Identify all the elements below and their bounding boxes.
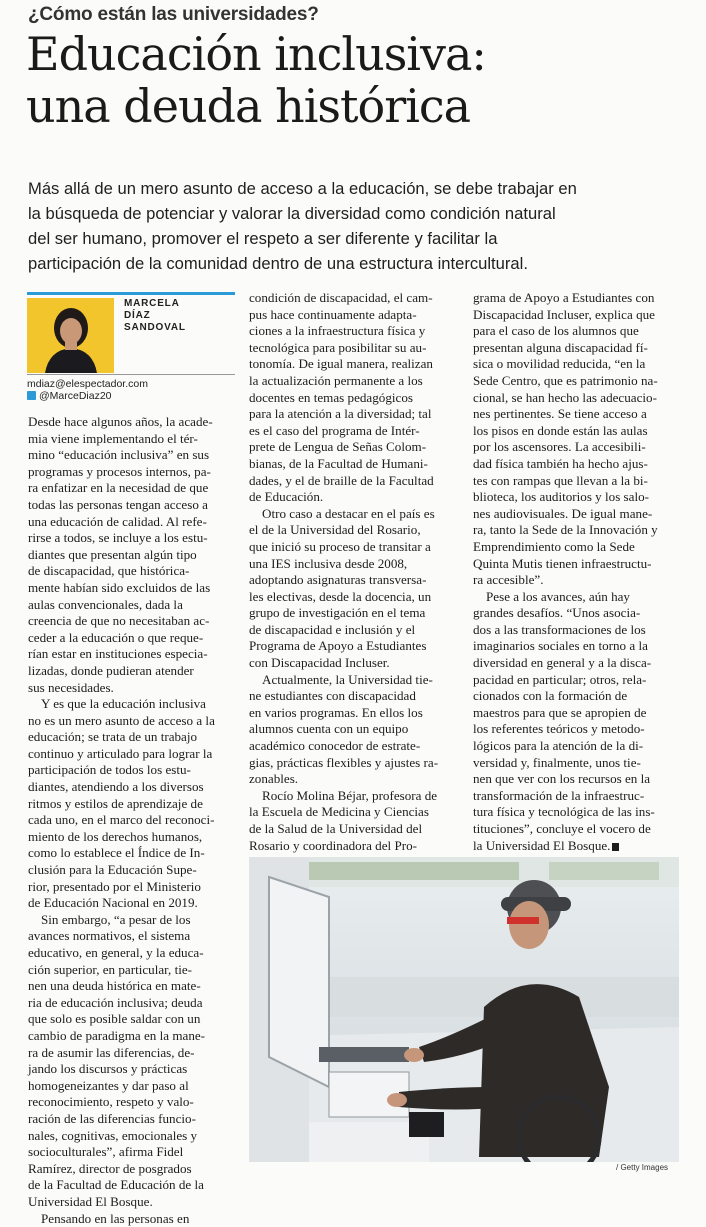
article-line: el de la Universidad del Rosario, <box>249 522 455 539</box>
author-twitter-handle[interactable]: @MarceDiaz20 <box>39 390 112 402</box>
article-line: presentan alguna discapacidad fí- <box>473 340 683 357</box>
article-line: de Educación. <box>249 489 455 506</box>
article-line: versidad y, finalmente, unos tie- <box>473 755 683 772</box>
article-line: cada uno, en el marco del reconoci- <box>28 812 234 829</box>
article-line: nen que ver con los recursos en la <box>473 771 683 788</box>
article-line: clusión para la Educación Supe- <box>28 862 234 879</box>
article-line: Rosario y coordinadora del Pro- <box>249 838 455 855</box>
article-line: que inició su proceso de transitar a <box>249 539 455 556</box>
article-line: de Educación Nacional en 2019. <box>28 895 234 912</box>
article-line: Actualmente, la Universidad tie- <box>249 672 455 689</box>
article-line: pacidad en particular; otros, rela- <box>473 672 683 689</box>
article-line: la Escuela de Medicina y Ciencias <box>249 804 455 821</box>
photo-credit: / Getty Images <box>616 1163 668 1172</box>
student-wheelchair-computer-photo-icon <box>249 857 679 1162</box>
article-line: participación de todos los estu- <box>28 762 234 779</box>
article-line: de la Salud de la Universidad del <box>249 821 455 838</box>
article-line: por los ascensores. La accesibili- <box>473 439 683 456</box>
article-line: académico conocedor de estrate- <box>249 738 455 755</box>
twitter-icon <box>27 391 36 400</box>
article-line: tonomía. De igual manera, realizan <box>249 356 455 373</box>
author-contact <box>27 378 148 402</box>
article-line: ra, tanto la Sede de la Innovación y <box>473 522 683 539</box>
article-line: rior, presentado por el Ministerio <box>28 879 234 896</box>
article-line: socioculturales”, afirma Fidel <box>28 1144 234 1161</box>
author-twitter[interactable] <box>27 390 148 402</box>
article-line: blioteca, los auditorios y los salo- <box>473 489 683 506</box>
headline-line: una deuda histórica <box>26 80 696 132</box>
article-line: condición de discapacidad, el cam- <box>249 290 455 307</box>
article-column-2 <box>249 290 455 854</box>
article-line: ción superior, en particular, tie- <box>28 962 234 979</box>
article-line: bianas, de la Facultad de Humani- <box>249 456 455 473</box>
article-line: tecnológica para posibilitar su au- <box>249 340 455 357</box>
article-line: gias, prácticas flexibles y ajustes ra- <box>249 755 455 772</box>
article-line: dos a las transformaciones de los <box>473 622 683 639</box>
article-line: los pisos en donde están las aulas <box>473 423 683 440</box>
author-rule <box>27 292 235 295</box>
author-name <box>124 298 186 334</box>
article-line: cional, se han hecho las adecuacio- <box>473 390 683 407</box>
article-line: zonables. <box>249 771 455 788</box>
article-line: Universidad El Bosque. <box>28 1194 234 1211</box>
article-line: Programa de Apoyo a Estudiantes <box>249 638 455 655</box>
article-line: los referentes teóricos y metodo- <box>473 721 683 738</box>
article-line: de la Facultad de Educación de la <box>28 1177 234 1194</box>
article-line: Emprendimiento como la Sede <box>473 539 683 556</box>
article-line: Y es que la educación inclusiva <box>28 696 234 713</box>
article-line: diantes que presentan algún tipo <box>28 547 234 564</box>
article-line: maestros para que se apropien de <box>473 705 683 722</box>
article-line: Quinta Mutis tienen infraestructu- <box>473 556 683 573</box>
article-line: jando los discursos y prácticas <box>28 1061 234 1078</box>
author-portrait-icon <box>27 298 114 373</box>
article-line: grandes desafíos. “Unos asocia- <box>473 605 683 622</box>
article-line: una educación de calidad. Al refe- <box>28 514 234 531</box>
headline <box>26 28 696 132</box>
article-line: creencia de que no necesitaban ac- <box>28 613 234 630</box>
article-line: les electivas, desde la docencia, un <box>249 589 455 606</box>
article-line: Desde hace algunos años, la acade- <box>28 414 234 431</box>
article-line: para el caso de los alumnos que <box>473 323 683 340</box>
article-line: la actualización permanente a los <box>249 373 455 390</box>
author-name-line: SANDOVAL <box>124 322 186 334</box>
article-line: continuo y articulado para lograr la <box>28 746 234 763</box>
article-column-1 <box>28 414 234 1227</box>
article-line: dades, y el de braille de la Facultad <box>249 473 455 490</box>
article-line: docentes en temas pedagógicos <box>249 390 455 407</box>
article-line: educación; se trata de un trabajo <box>28 729 234 746</box>
lede-line: del ser humano, promover el respeto a ser diferente y facilitar la <box>28 226 688 251</box>
article-line: ciones a la infraestructura física y <box>249 323 455 340</box>
article-line: ria de educación inclusiva; deuda <box>28 995 234 1012</box>
article-line: ne estudiantes con discapacidad <box>249 688 455 705</box>
author-divider <box>27 374 235 375</box>
article-line: Otro caso a destacar en el país es <box>249 506 455 523</box>
article-line: como lo establece el Índice de In- <box>28 845 234 862</box>
article-line: aulas convencionales, dada la <box>28 597 234 614</box>
article-line: lizadas, donde pudieran atender <box>28 663 234 680</box>
article-line: nen una deuda histórica en mate- <box>28 978 234 995</box>
article-line: es el caso del programa de Intér- <box>249 423 455 440</box>
article-line: mino “educación inclusiva” en sus <box>28 447 234 464</box>
article-line: ceder a la educación o que reque- <box>28 630 234 647</box>
article-line: ración de las diferencias funcio- <box>28 1111 234 1128</box>
article-line: reconocimiento, respeto y valo- <box>28 1094 234 1111</box>
lede-line: participación de la comunidad dentro de una estructura intercultural. <box>28 251 688 276</box>
article-line: grupo de investigación en el tema <box>249 605 455 622</box>
article-line: cambio de paradigma en la mane- <box>28 1028 234 1045</box>
headline-line: Educación inclusiva: <box>26 28 696 80</box>
article-line: rían estar en instituciones especia- <box>28 646 234 663</box>
lede-line: la búsqueda de potenciar y valorar la diversidad como condición natural <box>28 201 688 226</box>
author-name-line: MARCELA <box>124 298 186 310</box>
article-line: adoptando asignaturas transversa- <box>249 572 455 589</box>
article-line: para la atención a la diversidad; tal <box>249 406 455 423</box>
article-line: ra de asumir las diferencias, de- <box>28 1045 234 1062</box>
author-email[interactable]: mdiaz@elespectador.com <box>27 378 148 390</box>
section-kicker: ¿Cómo están las universidades? <box>28 4 319 26</box>
article-line: rirse a todos, se incluye a los estu- <box>28 530 234 547</box>
article-column-3 <box>473 290 683 854</box>
article-line: nes pertinentes. Se tiene acceso a <box>473 406 683 423</box>
article-line: lógicos para la atención de la di- <box>473 738 683 755</box>
article-line: educativo, en general, y la educa- <box>28 945 234 962</box>
article-line: ra enfatizar en la necesidad de que <box>28 480 234 497</box>
article-line: la Universidad El Bosque. <box>473 838 683 855</box>
article-line: una IES inclusiva desde 2008, <box>249 556 455 573</box>
article-line: ritmos y estilos de aprendizaje de <box>28 796 234 813</box>
article-line: en varios programas. En ellos los <box>249 705 455 722</box>
article-line: prete de Lengua de Señas Colom- <box>249 439 455 456</box>
article-line: programas y procesos internos, pa- <box>28 464 234 481</box>
article-line: ra accesible”. <box>473 572 683 589</box>
article-line: alumnos cuenta con un equipo <box>249 721 455 738</box>
author-name-line: DÍAZ <box>124 310 186 322</box>
article-line: mente habían sido excluidos de las <box>28 580 234 597</box>
article-line: todas las personas tengan acceso a <box>28 497 234 514</box>
article-line: Ramírez, director de posgrados <box>28 1161 234 1178</box>
lede-line: Más allá de un mero asunto de acceso a la educación, se debe trabajar en <box>28 176 688 201</box>
article-line: avances normativos, el sistema <box>28 928 234 945</box>
article-line: tura física y tecnológica de las ins- <box>473 804 683 821</box>
article-line: imaginarios sociales en torno a la <box>473 638 683 655</box>
article-line: tituciones”, concluye el vocero de <box>473 821 683 838</box>
article-line: tes con rampas que llevan a la bi- <box>473 473 683 490</box>
article-line: de discapacidad, que histórica- <box>28 563 234 580</box>
article-line: nales, cognitivas, emocionales y <box>28 1128 234 1145</box>
article-line: nes audiovisuales. De igual mane- <box>473 506 683 523</box>
article-line: Pese a los avances, aún hay <box>473 589 683 606</box>
article-line: grama de Apoyo a Estudiantes con <box>473 290 683 307</box>
article-line: con Discapacidad Incluser. <box>249 655 455 672</box>
article-line: sus necesidades. <box>28 680 234 697</box>
article-line: Pensando en las personas en <box>28 1211 234 1227</box>
lede <box>28 176 688 276</box>
article-line: dad física también ha hecho ajus- <box>473 456 683 473</box>
article-line: miento de los derechos humanos, <box>28 829 234 846</box>
end-of-article-icon <box>612 843 619 851</box>
article-line: pus hace continuamente adapta- <box>249 307 455 324</box>
article-line: diversidad en general y a la disca- <box>473 655 683 672</box>
article-line: Discapacidad Incluser, explica que <box>473 307 683 324</box>
article-line: no es un mero asunto de acceso a la <box>28 713 234 730</box>
article-line: Sede Centro, que es patrimonio na- <box>473 373 683 390</box>
article-line: mia viene implementando el tér- <box>28 431 234 448</box>
article-line: Sin embargo, “a pesar de los <box>28 912 234 929</box>
article-line: de discapacidad e inclusión y el <box>249 622 455 639</box>
article-line: transformación de la infraestruc- <box>473 788 683 805</box>
article-line: diantes, atendiendo a los diversos <box>28 779 234 796</box>
article-line: cionados con la formación de <box>473 688 683 705</box>
article-line: homogeneizantes y dar paso al <box>28 1078 234 1095</box>
article-line: sica o movilidad reducida, “en la <box>473 356 683 373</box>
article-line: Rocío Molina Béjar, profesora de <box>249 788 455 805</box>
article-line: que solo es posible saldar con un <box>28 1011 234 1028</box>
